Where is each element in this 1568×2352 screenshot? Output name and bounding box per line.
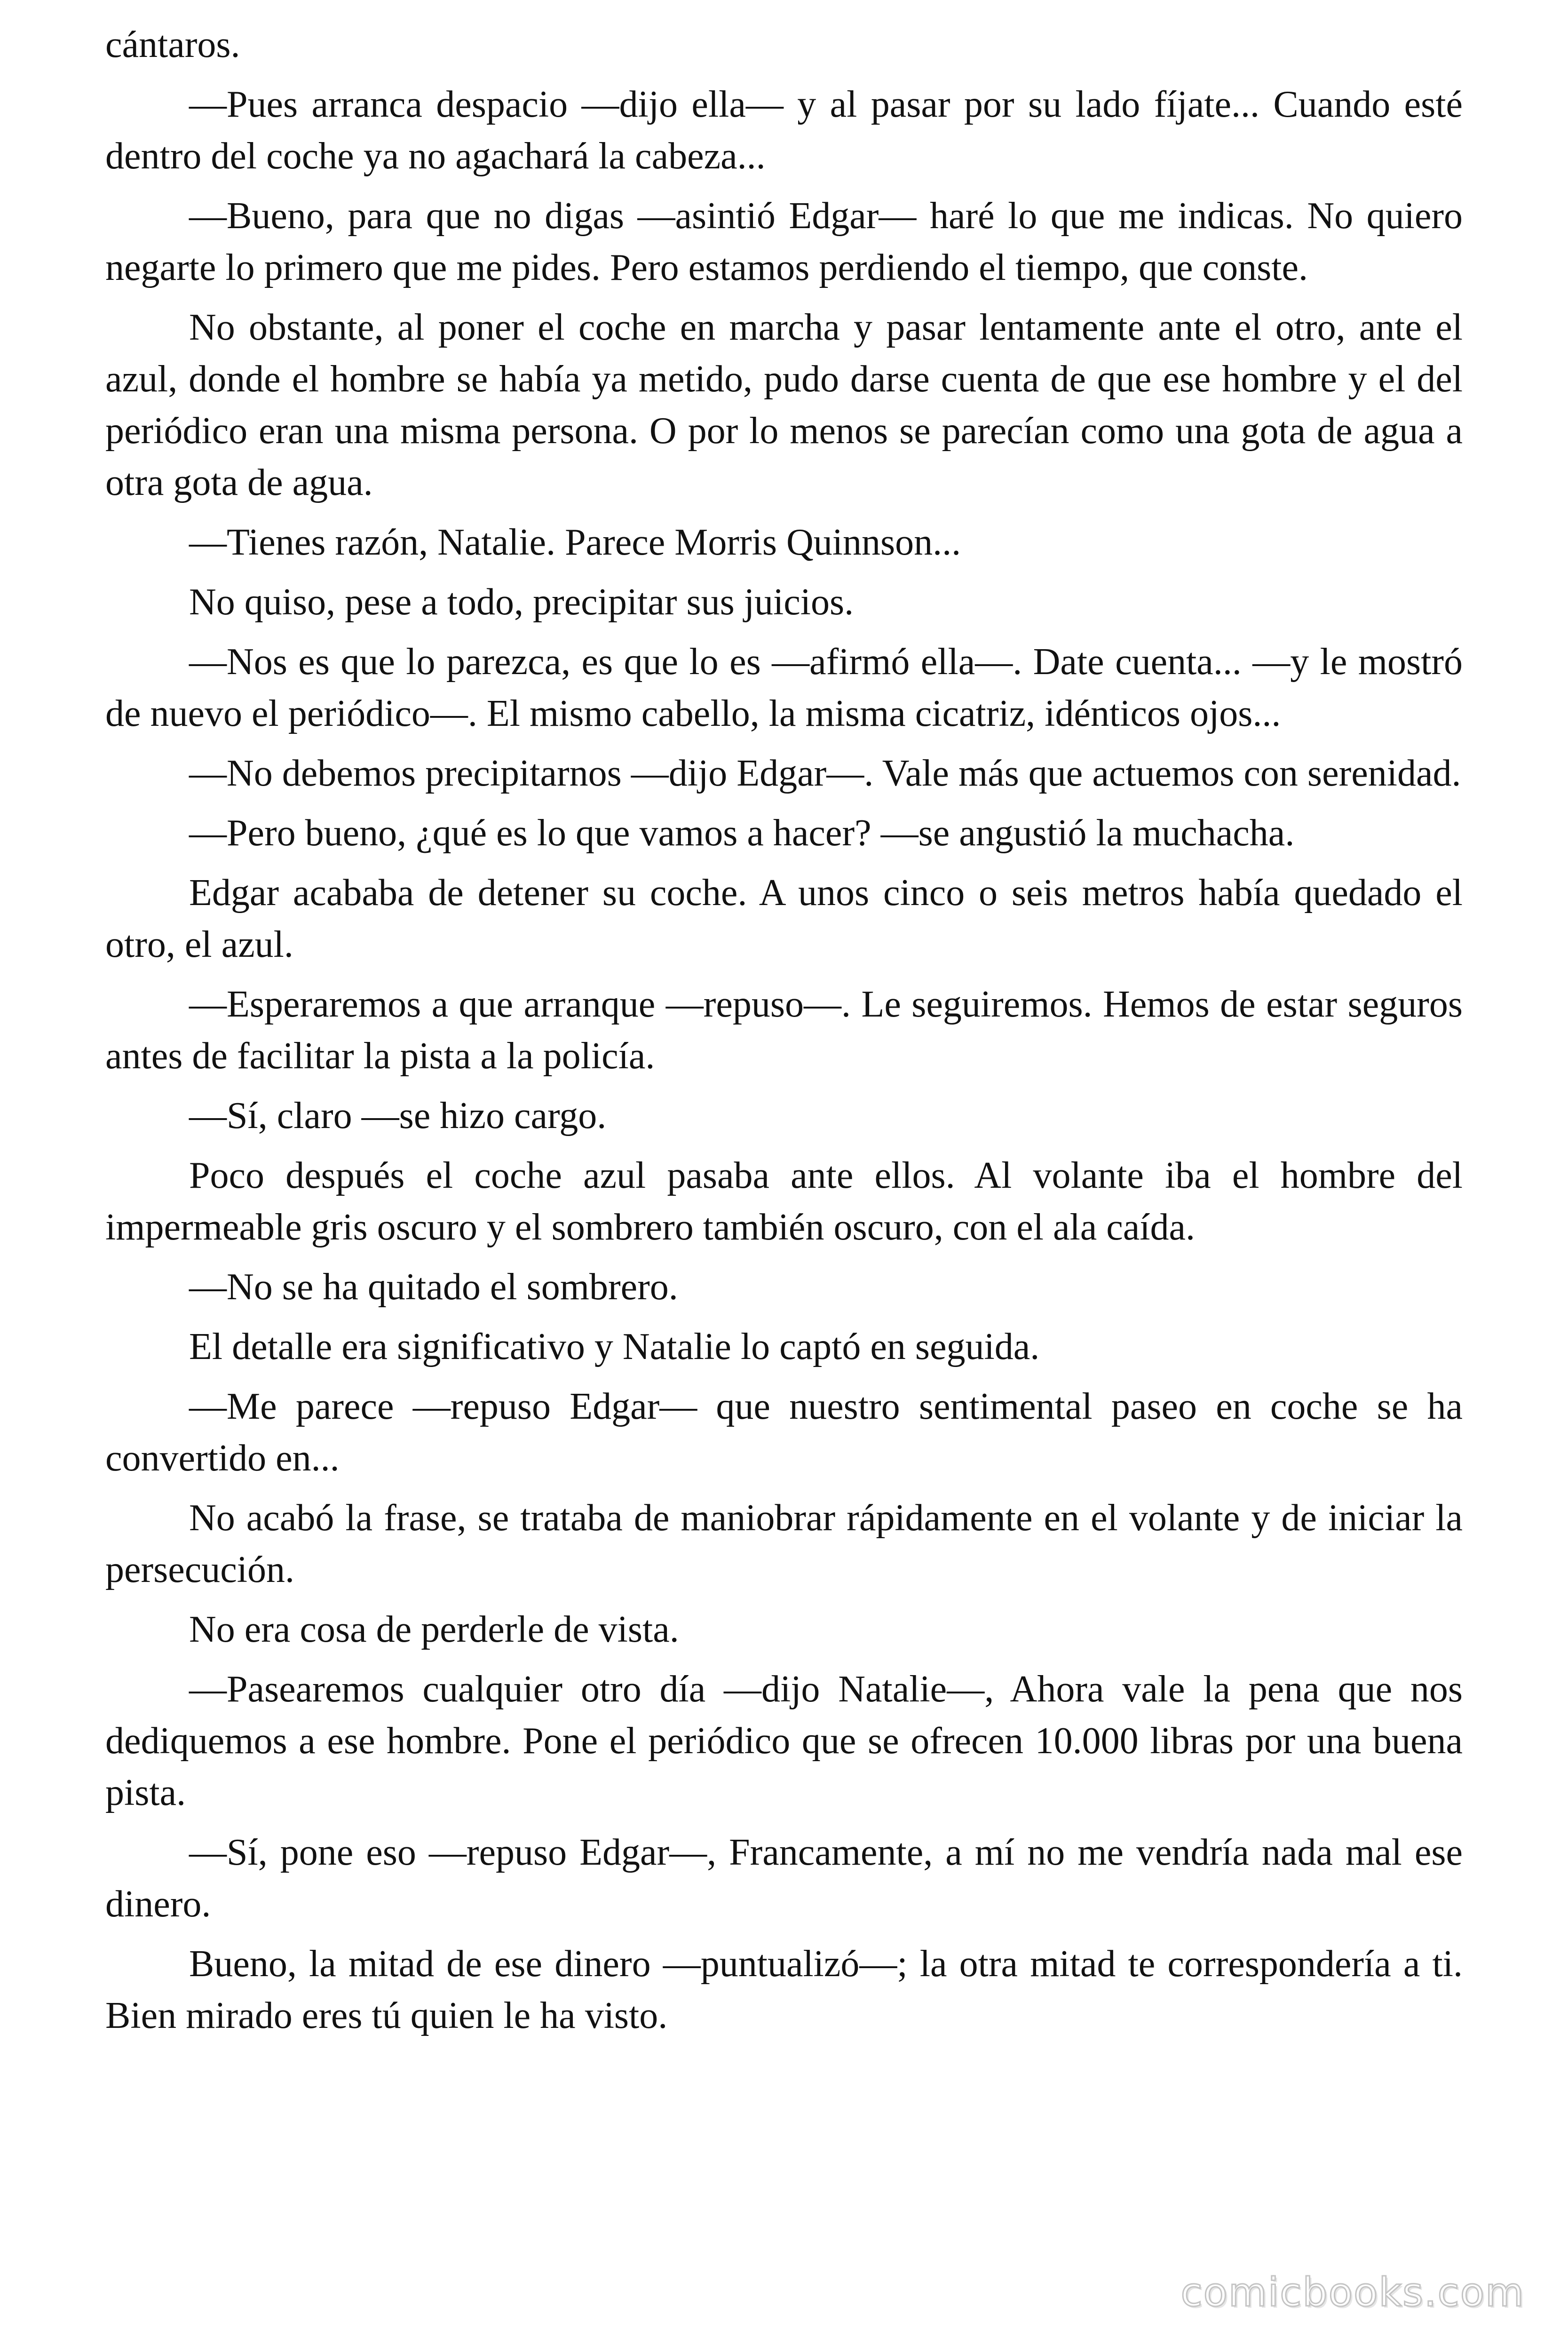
book-page [105, 19, 1463, 2050]
paragraph-5: —Tienes razón, Natalie. Parece Morris Quinnson... [189, 522, 961, 563]
paragraph-3: —Bueno, para que no digas —asintió Edgar— haré lo que me indicas. No quiero negarte lo primero que me pides. Pero estamos perdiendo el tiempo, que conste. [105, 195, 1463, 288]
paragraph-18: No era cosa de perderle de vista. [189, 1609, 679, 1650]
paragraph-17: No acabó la frase, se trataba de maniobrar rápidamente en el volante y de iniciar la persecución. [105, 1497, 1463, 1590]
paragraph-20: —Sí, pone eso —repuso Edgar—, Francamente, a mí no me vendría nada mal ese dinero. [105, 1832, 1463, 1925]
paragraph-4: No obstante, al poner el coche en marcha y pasar lentamente ante el otro, ante el azul, donde el hombre se había ya metido, pudo darse cuenta de que ese hombre y el del periódico eran una misma persona. O por lo menos se parecían como una gota de agua a otra gota de agua. [105, 307, 1463, 503]
paragraph-2: —Pues arranca despacio —dijo ella— y al pasar por su lado fíjate... Cuando esté dentro del coche ya no agachará la cabeza... [105, 84, 1463, 177]
paragraph-19: —Pasearemos cualquier otro día —dijo Natalie—, Ahora vale la pena que nos dediquemos a ese hombre. Pone el periódico que se ofrecen 10.000 libras por una buena pista. [105, 1669, 1463, 1813]
paragraph-14: —No se ha quitado el sombrero. [189, 1266, 678, 1308]
paragraph-21: Bueno, la mitad de ese dinero —puntualizó—; la otra mitad te correspondería a ti. Bien mirado eres tú quien le ha visto. [105, 1943, 1463, 2036]
paragraph-6: No quiso, pese a todo, precipitar sus juicios. [189, 581, 854, 623]
watermark-text: comicbooks.com [1180, 2269, 1525, 2315]
paragraph-1: cántaros. [105, 24, 240, 65]
paragraph-11: —Esperaremos a que arranque —repuso—. Le seguiremos. Hemos de estar seguros antes de facilitar la pista a la policía. [105, 984, 1463, 1077]
paragraph-16: —Me parece —repuso Edgar— que nuestro sentimental paseo en coche se ha convertido en... [105, 1386, 1463, 1479]
paragraph-13: Poco después el coche azul pasaba ante ellos. Al volante iba el hombre del impermeable gris oscuro y el sombrero también oscuro, con el ala caída. [105, 1155, 1463, 1248]
paragraph-7: —Nos es que lo parezca, es que lo es —afirmó ella—. Date cuenta... —y le mostró de nuevo el periódico—. El mismo cabello, la misma cicatriz, idénticos ojos... [105, 641, 1463, 734]
paragraph-10: Edgar acababa de detener su coche. A unos cinco o seis metros había quedado el otro, el azul. [105, 872, 1463, 965]
paragraph-12: —Sí, claro —se hizo cargo. [189, 1095, 607, 1136]
paragraph-8: —No debemos precipitarnos —dijo Edgar—. Vale más que actuemos con serenidad. [189, 753, 1461, 794]
paragraph-9: —Pero bueno, ¿qué es lo que vamos a hacer? —se angustió la muchacha. [189, 812, 1295, 854]
paragraph-15: El detalle era significativo y Natalie lo captó en seguida. [189, 1326, 1040, 1367]
